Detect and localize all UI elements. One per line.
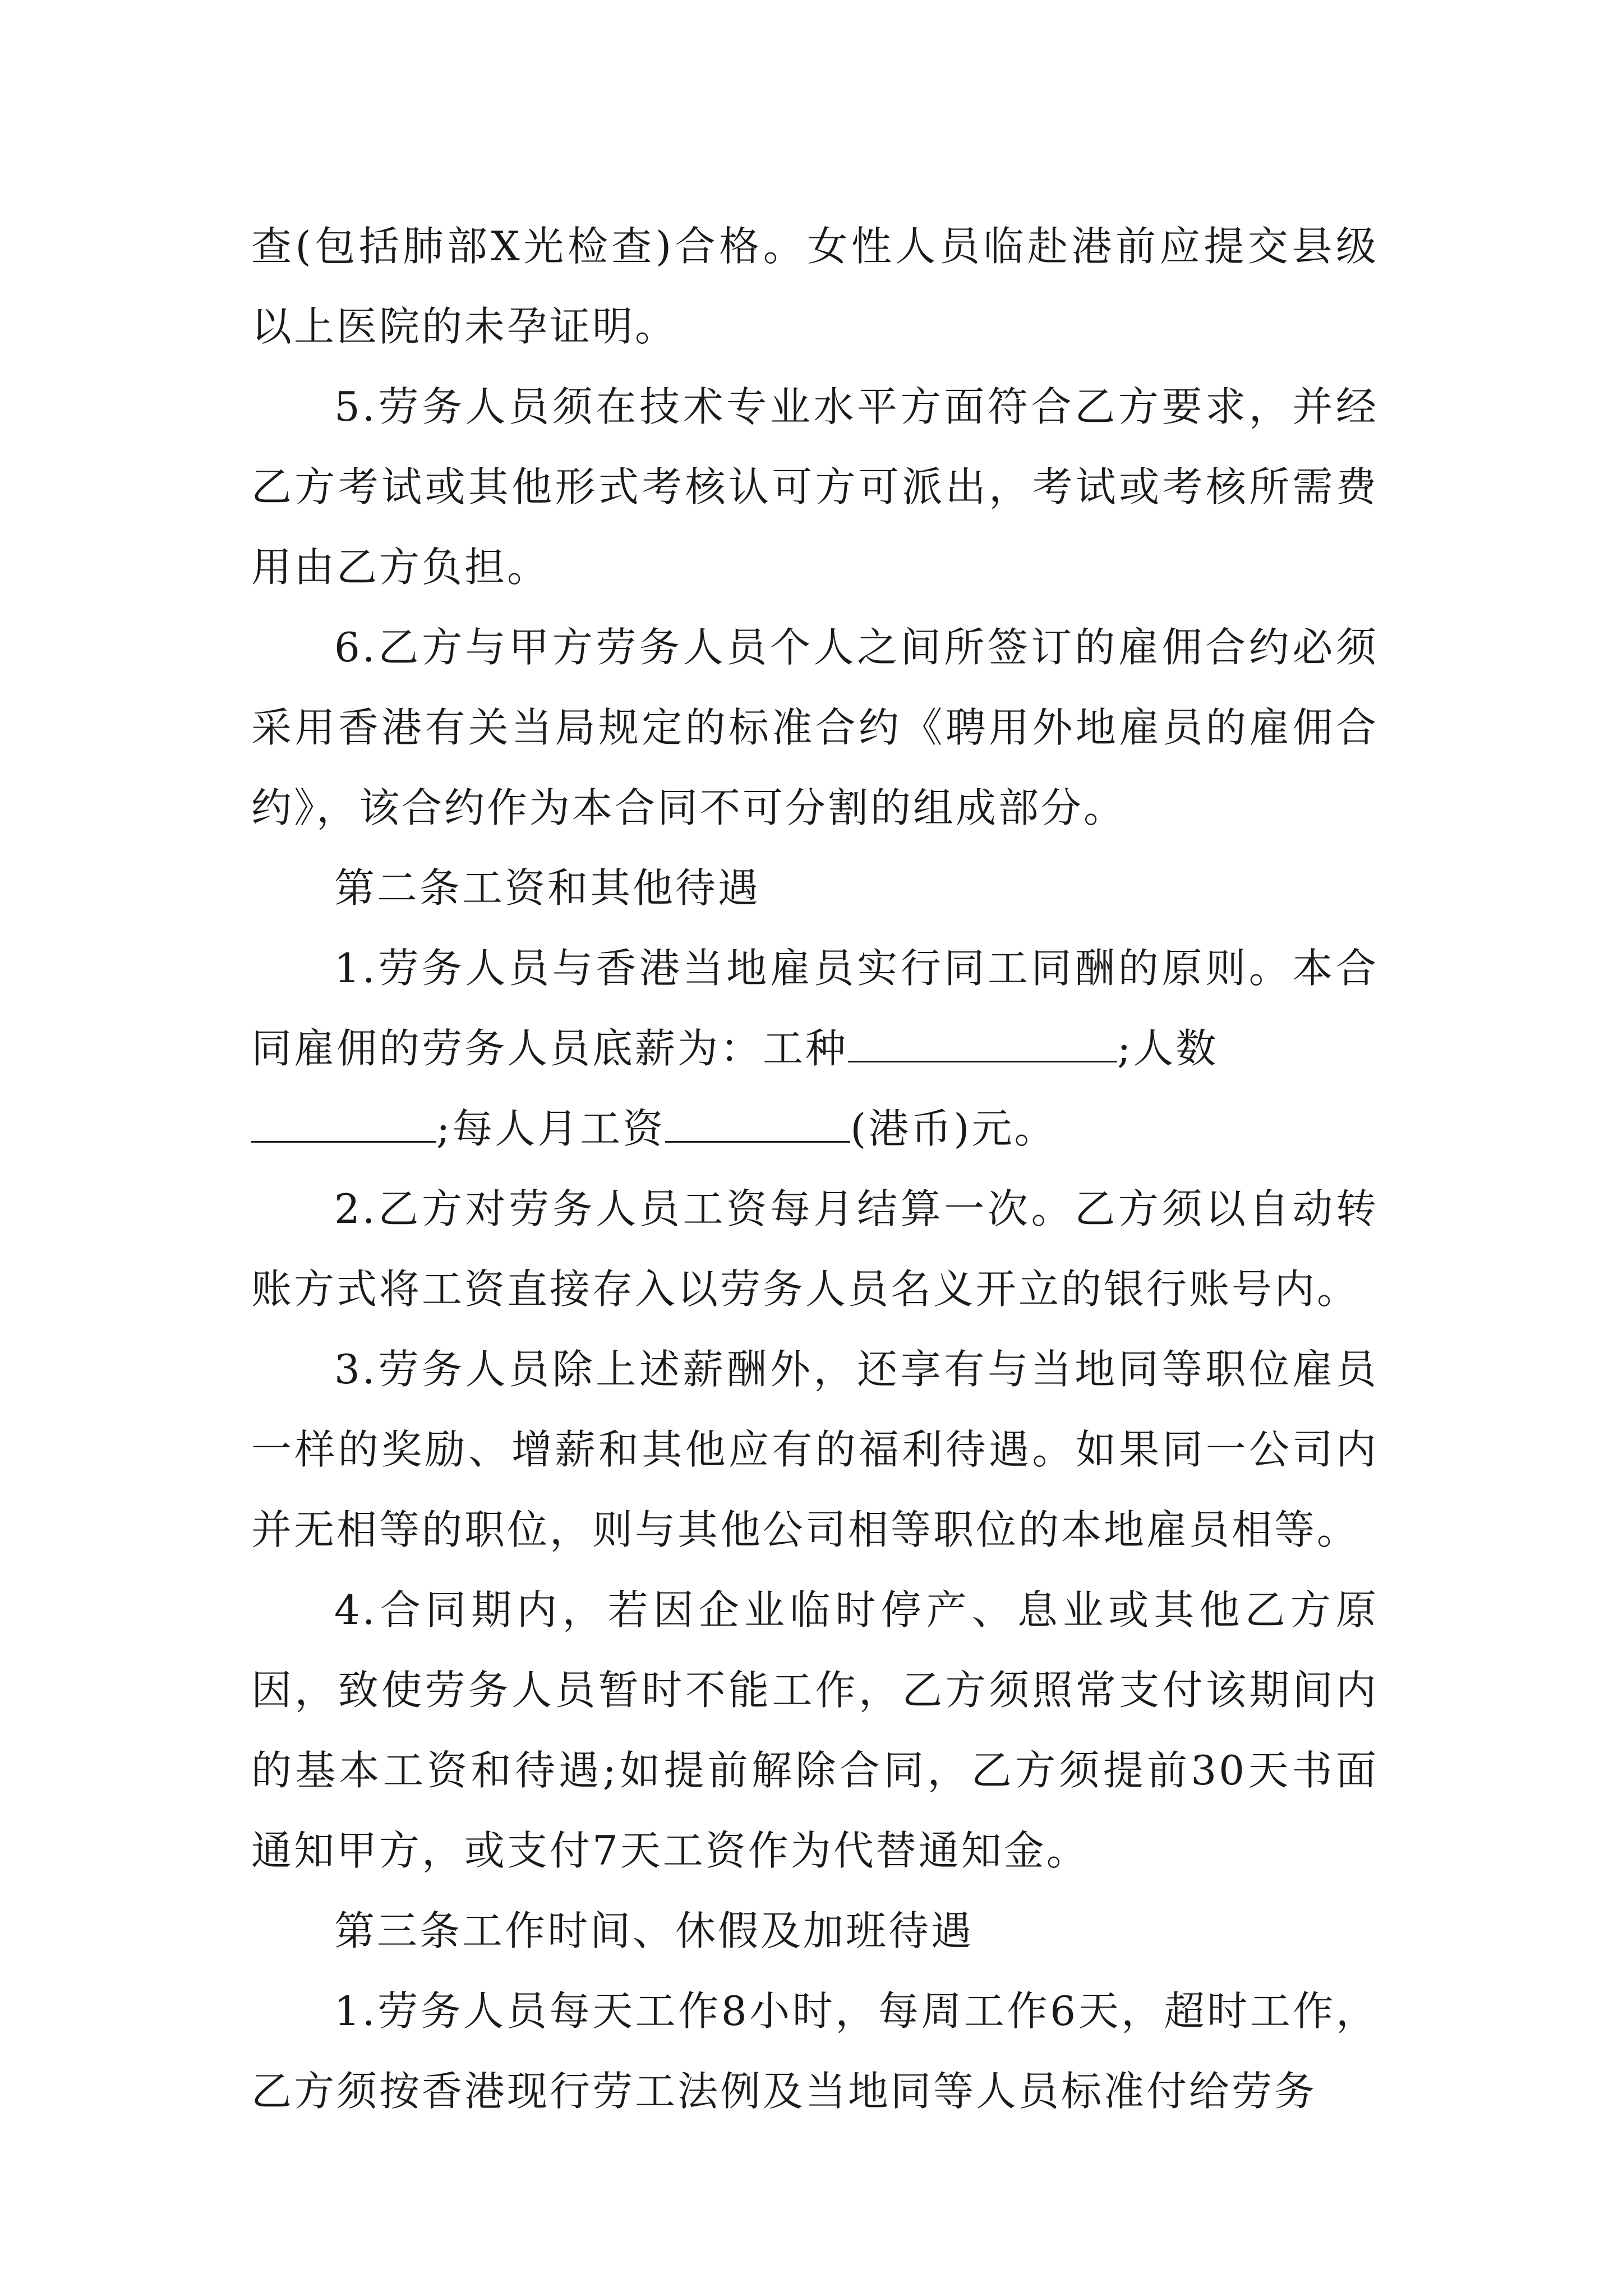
paragraph-item-4-suspension: 4.合同期内，若因企业临时停产、息业或其他乙方原因，致使劳务人员暂时不能工作，乙方须照常支付该期间内的基本工资和待遇;如提前解除合同，乙方须提前30天书面通知甲方，或支付7天工资作为代替通知金。 — [251, 1586, 1378, 1874]
wage-text-part1: 1.劳务人员与香港当地雇员实行同工同酬的原则。本合同雇佣的劳务人员底薪为：工种 — [251, 945, 1378, 1072]
blank-monthly-wage — [665, 1102, 850, 1143]
wage-text-part3: ;每人月工资 — [436, 1105, 666, 1152]
section-heading-article-2: 第二条工资和其他待遇 — [334, 864, 761, 912]
section-heading-article-3: 第三条工作时间、休假及加班待遇 — [334, 1907, 974, 1954]
paragraph-item-3-benefits: 3.劳务人员除上述薪酬外，还享有与当地同等职位雇员一样的奖励、增薪和其他应有的福利待遇。如果同一公司内并无相等的职位，则与其他公司相等职位的本地雇员相等。 — [251, 1346, 1378, 1553]
paragraph-item-5: 5.劳务人员须在技术专业水平方面符合乙方要求，并经乙方考试或其他形式考核认可方可派出，考试或考核所需费用由乙方负担。 — [251, 383, 1378, 591]
paragraph-item-1-hours: 1.劳务人员每天工作8小时，每周工作6天，超时工作，乙方须按香港现行劳工法例及当地同等人员标准付给劳务 — [251, 1987, 1378, 2115]
paragraph-item-wage-blanks — [251, 928, 1378, 1169]
wage-text-part4: (港币)元。 — [850, 1105, 1057, 1152]
document-body — [251, 206, 1378, 2132]
wage-text-part2: ;人数 — [1117, 1025, 1219, 1072]
paragraph-item-6: 6.乙方与甲方劳务人员个人之间所签订的雇佣合约必须采用香港有关当局规定的标准合约《聘用外地雇员的雇佣合约》，该合约作为本合同不可分割的组成部分。 — [251, 624, 1378, 831]
paragraph-item-2-payroll: 2.乙方对劳务人员工资每月结算一次。乙方须以自动转账方式将工资直接存入以劳务人员名义开立的银行账号内。 — [251, 1185, 1378, 1313]
blank-job-type — [848, 1022, 1117, 1062]
blank-headcount — [251, 1102, 436, 1143]
paragraph-continuation: 查(包括肺部X光检查)合格。女性人员临赴港前应提交县级以上医院的未孕证明。 — [251, 223, 1378, 350]
